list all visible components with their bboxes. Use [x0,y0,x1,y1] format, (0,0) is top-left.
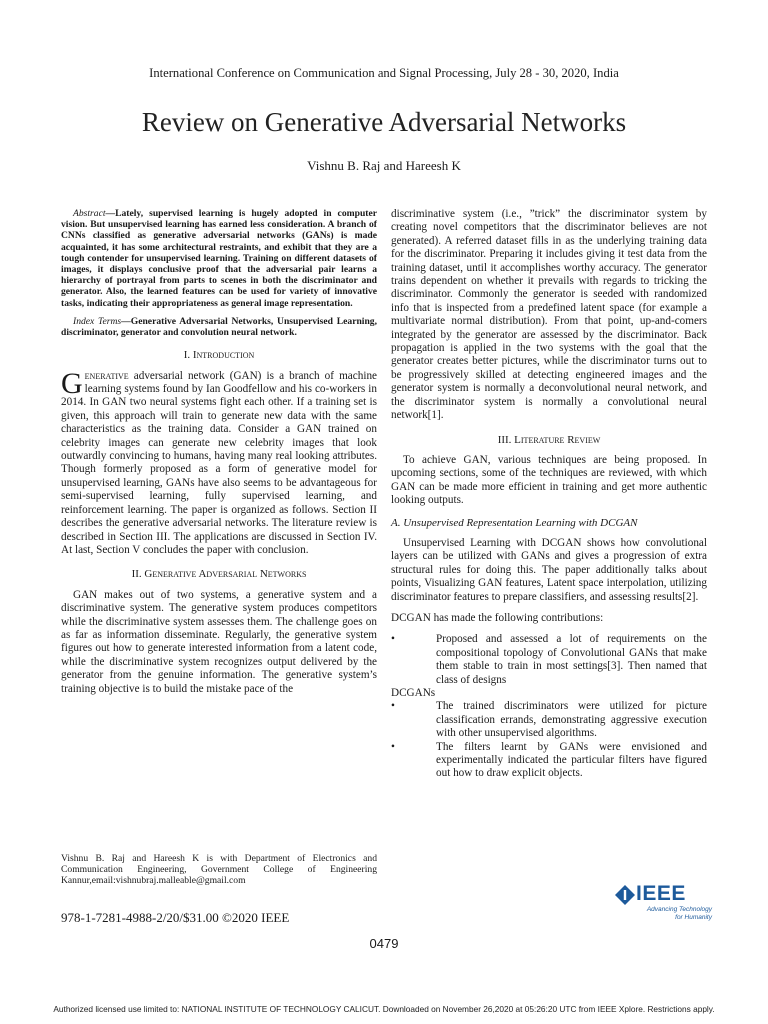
gan-paragraph-continued: discriminative system (i.e., ”trick” the discriminator system by creating novel competitors that the discriminator believes are not generated). A referred dataset fills in as the underlying training data for the discriminator. Preparing it includes giving it test data from the training dataset, until it accomplishes worthy accuracy. The generator trains dependent on whether it prevails with regards to tricking the discriminator. Commonly the generator is seeded with randomized info that is inspected from a predefined latent space (for example a multivariate normal distribution). From that point, up-and-comers integrated by the generator are assessed by the discriminator. Back propagation is applied in the two systems with the goal that the generator creates better pictures, while the discriminator turns out to be progressively skilled at detecting engineered images and the generator system is normally a deconvolutional neural network, and the discriminator system is normally a convolutional neural network[1]. [391,208,707,422]
dcgan-paragraph: Unsupervised Learning with DCGAN shows how convolutional layers can be utilized with GANs and gives a progression of extra structural rules for doing this. The paper additionally talks about points, Visualizing GAN features, Latent space interpolation, utilizing discriminator features to prepare classifiers, and assessing results[2]. [391,536,707,603]
bullet-symbol: • [391,633,395,646]
bullet-text: The filters learnt by GANs were envisioned and experimentally indicated the particular filters have figured out how to draw explicit objects. [436,740,707,780]
bullet-continuation: DCGANs [391,687,436,699]
ieee-wordmark: IEEE [636,882,686,905]
section-heading-gan: II. Generative Adversarial Networks [131,568,307,581]
left-column [61,208,377,696]
isbn-line: 978-1-7281-4988-2/20/$31.00 ©2020 IEEE [61,910,290,925]
index-terms-text: —Generative Adversarial Networks, Unsupervised Learning, discriminator, generator and convolution neural network. [61,315,377,339]
ieee-logo [614,882,714,928]
page-number: 0479 [369,936,399,951]
list-item [391,700,707,740]
bullet-text: Proposed and assessed a lot of requirements on the compositional topology of Convolutional GANs that make them stable to train in most settings[3]. Then named that class of designs [436,633,707,686]
introduction-paragraph [61,366,377,558]
gan-paragraph: GAN makes out of two systems, a generative system and a discriminative system. The generative system produces competitors while the discriminative system assesses them. The challenge goes on as far as information disseminate. Regularly, the generative system figures out how to generate interested information from a latent code, while the discriminative system recognizes output delivered by the generator from the genuine information. The generative system’s training objective is to build the mistake pace of the [61,588,377,695]
right-column [391,208,707,781]
intro-text: adversarial network (GAN) is a branch of machine learning systems found by Ian Goodfellow and his co-workers in 2014. In GAN two neural systems fight each other. If a training set is given, this approach will train to generate new data with the same characteristics as the training data. Consider a GAN trained on celebrity images can generate new celebrity images that look outwardly convincing to humans, having many real looking attributes. Though formerly proposed as a form of generative model for unsupervised learning, GANs have also seems to be advantageous for semi-supervised learning, fully supervised learning, and reinforcement learning. The paper is organized as follows. Section II describes the generative adversarial networks. The literature review is described in Section III. The applications are discussed in Section IV. At last, Section V concludes the paper with conclusion. [61,369,377,556]
index-terms-label: Index Terms [73,315,122,327]
conference-header: International Conference on Communication and Signal Processing, July 28 - 30, 2020, India [149,66,619,80]
list-item [391,633,707,687]
section-heading-literature-review: III. Literature Review [497,433,601,446]
abstract-label: Abstract [73,208,106,219]
drop-cap: G [61,366,83,400]
index-terms [61,316,377,338]
paper-title: Review on Generative Adversarial Networks [141,107,627,137]
author-line: Vishnu B. Raj and Hareesh K [307,158,461,173]
ieee-diamond-icon [614,884,636,906]
ieee-tagline: Advancing Technology for Humanity [646,906,712,921]
list-item [391,741,707,781]
section-heading-introduction: I. Introduction [183,349,255,362]
intro-first-word: enerative [84,369,129,382]
bullet-symbol: • [391,740,395,753]
author-footnote: Vishnu B. Raj and Hareesh K is with Department of Electronics and Communication Engineering, Government College of Engineering Kannur,email:vishnubraj.malleable@gmail.com [61,853,377,886]
abstract [61,208,377,309]
license-footer: Authorized licensed use limited to: NATIONAL INSTITUTE OF TECHNOLOGY CALICUT. Downloaded on November 26,2020 at 05:26:20 UTC from IEEE Xplore. Restrictions apply. [53,1004,715,1014]
dcgan-contributions-intro: DCGAN has made the following contributions: [391,611,604,624]
subsection-heading-dcgan: A. Unsupervised Representation Learning with DCGAN [391,516,638,529]
abstract-text: —Lately, supervised learning is hugely adopted in computer vision. But unsupervised learning has earned less consideration. A branch of CNNs classified as generative adversarial networks (GANs) is made acquainted, it has some architectural restraints, and exhibit that they are a tough contender for unsupervised learning. Training on different datasets of images, it displays conclusive proof that the adversarial pair learns a hierarchy of portrayal from parts to scenes in both the discriminator and generator. Also, the learned features can be used for variety of innovative tasks, indicating their appropriateness as general image representation. [61,208,377,309]
bullet-text: The trained discriminators were utilized for picture classification errands, demonstrating aggressive execution with other unsupervised algorithms. [436,700,707,740]
literature-paragraph: To achieve GAN, various techniques are being proposed. In upcoming sections, some of the techniques are reviewed, with which GAN can be made more efficient in training and get more authentic looking outputs. [391,453,707,507]
bullet-symbol: • [391,700,395,713]
